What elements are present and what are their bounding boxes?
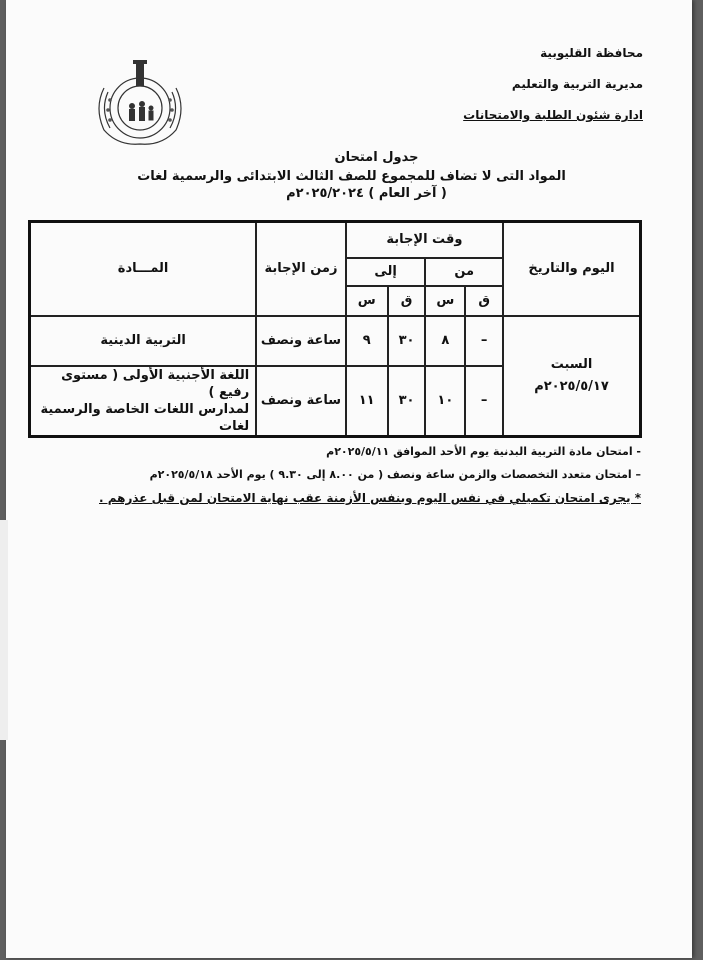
to-q-cell: ٣٠ bbox=[388, 366, 426, 437]
day-date-cell bbox=[503, 316, 640, 437]
letterhead bbox=[403, 46, 643, 139]
subject-cell bbox=[30, 366, 257, 437]
header-day-date: اليوم والتاريخ bbox=[503, 222, 640, 316]
day-name: السبت bbox=[550, 356, 593, 372]
exam-schedule-table bbox=[28, 220, 642, 438]
subject-line-2: لمدارس اللغات الخاصة والرسمية لغات bbox=[40, 401, 250, 434]
from-q-cell: – bbox=[465, 366, 503, 437]
title-line-1: جدول امتحان bbox=[334, 150, 419, 165]
exam-date: ٢٠٢٥/٥/١٧م bbox=[534, 378, 609, 394]
from-s-cell: ٨ bbox=[425, 316, 465, 366]
to-s-cell: ١١ bbox=[346, 366, 388, 437]
from-q-cell: – bbox=[465, 316, 503, 366]
note-physical-education: - امتحان مادة التربية البدنية يوم الأحد الموافق ٢٠٢٥/٥/١١م bbox=[326, 445, 641, 458]
header-from-s: س bbox=[425, 286, 465, 316]
subject-cell: التربية الدينية bbox=[30, 316, 257, 366]
header-to: إلى bbox=[346, 258, 426, 286]
note-makeup-exam: * يجرى امتحان تكميلي في نفس اليوم وبنفس الأزمنة عقب نهاية الامتحان لمن قبل عذرهم . bbox=[99, 491, 641, 505]
header-from: من bbox=[425, 258, 503, 286]
note-multidisciplinary: – امتحان متعدد التخصصات والزمن ساعة ونصف ( من ٨.٠٠ إلى ٩.٣٠ ) يوم الأحد ٢٠٢٥/٥/١٨م bbox=[149, 468, 641, 481]
document-titles bbox=[0, 150, 703, 201]
duration-cell: ساعة ونصف bbox=[256, 366, 346, 437]
scan-edge bbox=[0, 520, 8, 740]
from-s-cell: ١٠ bbox=[425, 366, 465, 437]
table-row bbox=[30, 316, 641, 366]
duration-cell: ساعة ونصف bbox=[256, 316, 346, 366]
directorate-seal-icon bbox=[88, 58, 192, 148]
governorate-name: محافظة القليوبية bbox=[540, 46, 643, 60]
directorate-name: مديرية التربية والتعليم bbox=[511, 77, 643, 91]
header-answer-time: وقت الإجابة bbox=[346, 222, 503, 258]
header-subject: المـــادة bbox=[30, 222, 257, 316]
notes bbox=[41, 445, 641, 515]
header-to-s: س bbox=[346, 286, 388, 316]
to-s-cell: ٩ bbox=[346, 316, 388, 366]
header-from-q: ق bbox=[465, 286, 503, 316]
to-q-cell: ٣٠ bbox=[388, 316, 426, 366]
header-to-q: ق bbox=[388, 286, 426, 316]
subject-line-1: اللغة الأجنبية الأولى ( مستوى رفيع ) bbox=[61, 367, 250, 400]
title-line-3: ( آخر العام ) ٢٠٢٥/٢٠٢٤م bbox=[286, 186, 447, 201]
department-name: ادارة شئون الطلبة والامتحانات bbox=[463, 108, 643, 122]
title-line-2: المواد التى لا تضاف للمجموع للصف الثالث الابتدائى والرسمية لغات bbox=[137, 169, 566, 184]
header-duration: زمن الإجابة bbox=[256, 222, 346, 316]
